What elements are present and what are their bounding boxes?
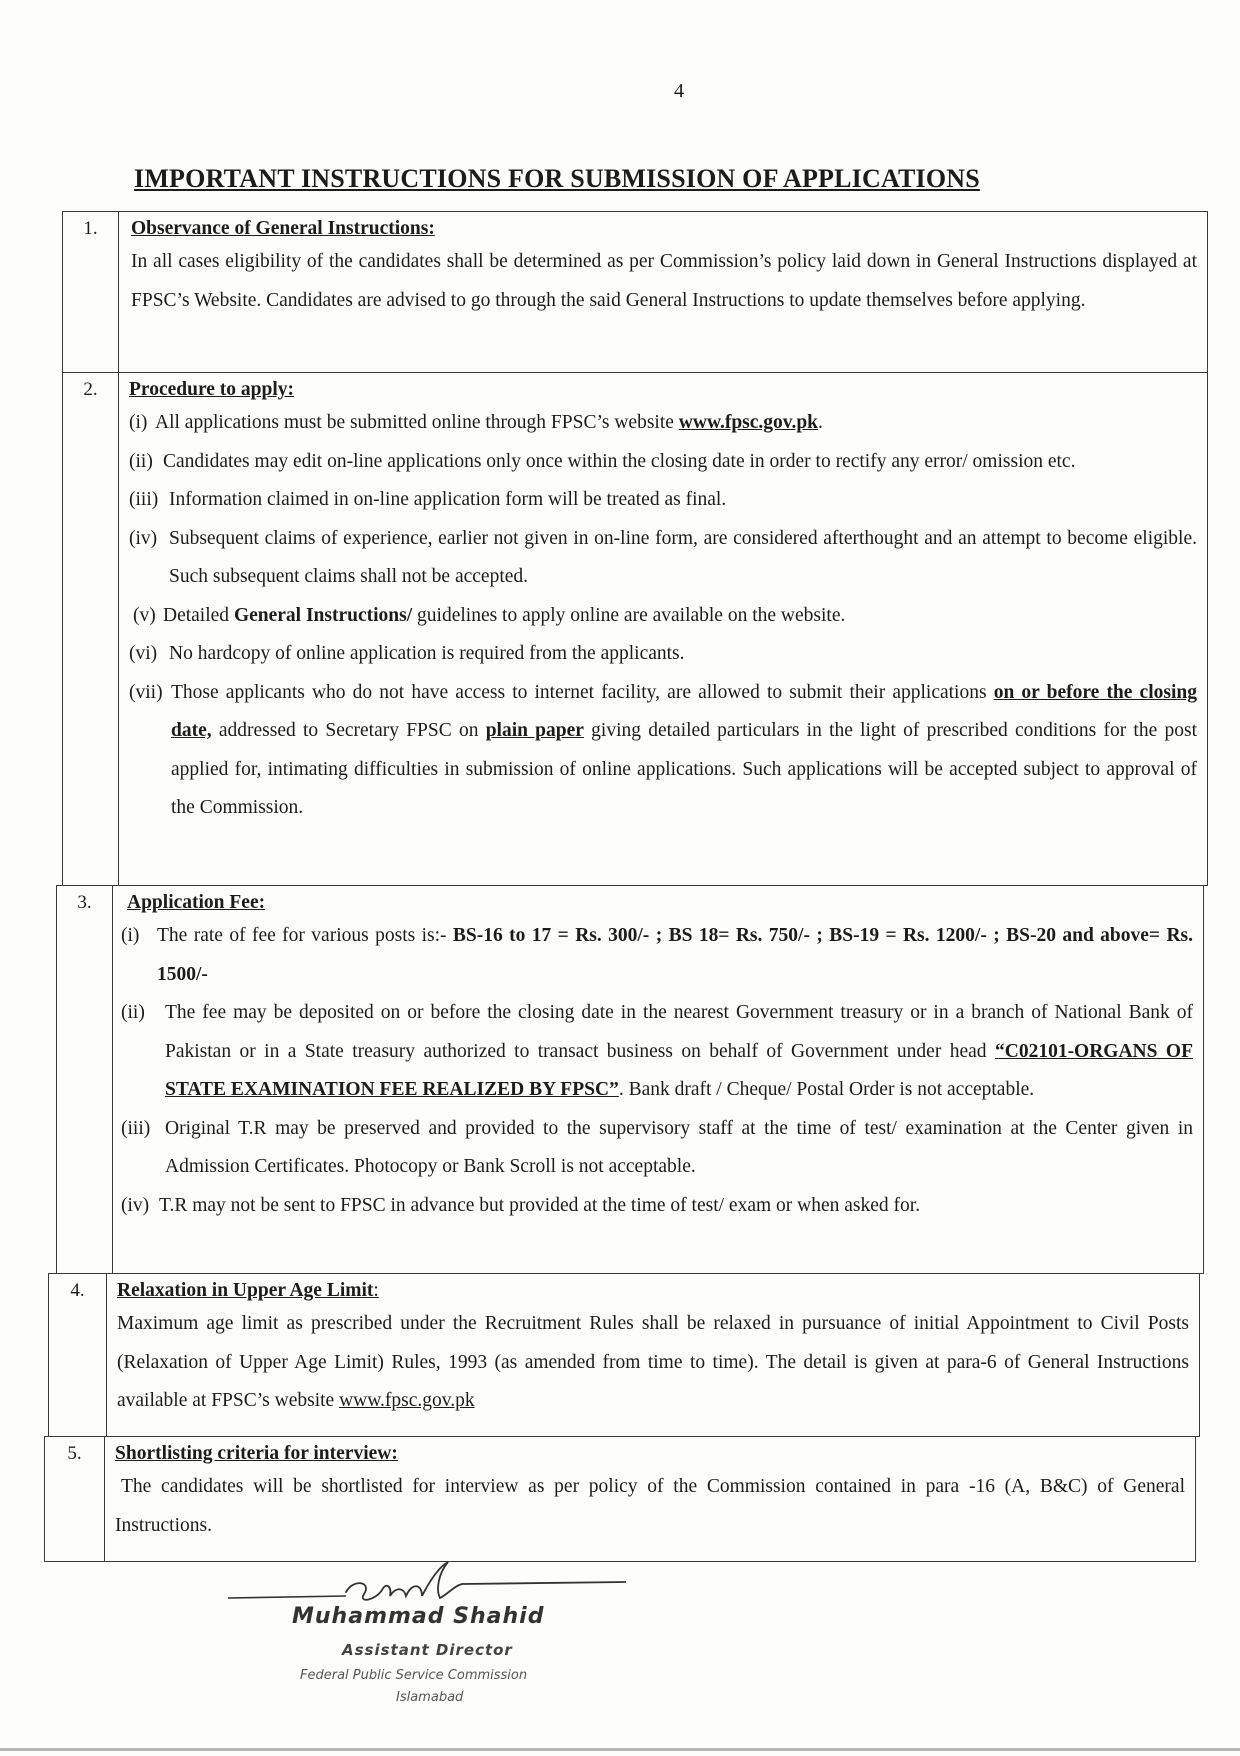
item-text: . Bank draft / Cheque/ Postal Order is not acceptable. [618,1079,1035,1100]
section-5 [44,1436,1196,1562]
signatory-title: Assistant Director [342,1641,513,1659]
item-label: (ii) [121,1002,145,1023]
item-text: Candidates may edit on-line applications only once within the closing date in order to rectify any error/ omission etc. [163,450,1076,472]
section-2 [62,372,1208,886]
section-title: Shortlisting criteria for interview: [115,1443,398,1464]
item-label: (vi) [129,643,158,664]
list-item [129,443,1197,482]
section-number: 4. [49,1274,107,1436]
item-text: addressed to Secretary FPSC on [211,720,486,741]
item-label: (iii) [121,1117,151,1139]
list-item [129,635,1197,674]
section-number: 5. [45,1437,105,1561]
page-number: 4 [674,80,684,102]
signatory-organization: Federal Public Service Commission [300,1668,528,1683]
section-3 [56,885,1204,1274]
item-bold-text: plain paper [485,720,584,741]
list-item [129,674,1197,828]
section-text: The candidates will be shortlisted for interview as per policy of the Commission contained in para -16 (A, B&C) of General Instructions. [115,1476,1185,1536]
signatory-city: Islamabad [396,1690,464,1705]
title-suffix: : [373,1280,379,1301]
item-text: Subsequent claims of experience, earlier not given in on-line form, are considered afterthought and an attempt to become eligible. Such subsequent claims shall not be accepted. [169,527,1197,587]
item-label: (v) [133,604,156,626]
section-1 [62,211,1208,373]
list-item [121,1187,1193,1226]
item-text: giving detailed particulars in the light of prescribed conditions for the post applied for, intimating difficulties in submission of online applications. Such applications will be accepted subject to approval of the Commission. [171,720,1197,818]
section-number: 1. [63,212,119,372]
list-item [129,481,1197,520]
item-label: (iii) [129,489,159,510]
section-title: Procedure to apply: [129,379,295,400]
section-title: Application Fee: [127,892,266,913]
item-text: Information claimed in on-line application form will be treated as final. [169,489,727,510]
item-bold-text: on or before the closing date, [171,681,1197,741]
item-text: Those applicants who do not have access to internet facility, are allowed to submit their applications [171,681,994,703]
section-4 [48,1273,1200,1437]
website-link[interactable]: www.fpsc.gov.pk [678,412,819,433]
item-bold-text: General Instructions/ [233,604,413,626]
page-edge [0,1748,1240,1751]
list-item [129,597,1197,636]
item-label: (iv) [129,527,158,549]
page-title: IMPORTANT INSTRUCTIONS FOR SUBMISSION OF APPLICATIONS [134,164,980,193]
section-title: Observance of General Instructions: [131,218,435,239]
item-label: (ii) [129,450,153,472]
section-number: 2. [63,373,119,885]
item-text: Detailed [163,604,234,626]
list-item [121,917,1193,994]
item-text: The rate of fee for various posts is:- [157,925,453,946]
fee-head: “C02101-ORGANS OF STATE EXAMINATION FEE REALIZED BY FPSC” [165,1040,1193,1100]
section-title: Relaxation in Upper Age Limit [117,1280,374,1301]
list-item [129,520,1197,597]
item-text: No hardcopy of online application is required from the applicants. [169,643,685,664]
item-text: The fee may be deposited on or before the closing date in the nearest Government treasury or in a branch of National Bank of Pakistan or in a State treasury authorized to transact business on behalf of Government under head [165,1002,1193,1062]
item-text: Original T.R may be preserved and provided to the supervisory staff at the time of test/ examination at the Center given in Admission Certificates. Photocopy or Bank Scroll is not acceptable. [165,1117,1193,1177]
website-link[interactable]: www.fpsc.gov.pk [339,1390,475,1411]
list-item [121,1110,1193,1187]
item-label: (i) [121,925,140,946]
item-text: All applications must be submitted online through FPSC’s website [155,412,679,433]
section-text: In all cases eligibility of the candidates shall be determined as per Commission’s policy laid down in General Instructions displayed at FPSC’s Website. Candidates are advised to go through the said General Instructions to update themselves before applying. [131,251,1197,311]
item-text: T.R may not be sent to FPSC in advance but provided at the time of test/ exam or when asked for. [159,1194,921,1216]
item-label: (vii) [129,681,163,703]
section-number: 3. [57,886,113,1273]
item-text: guidelines to apply online are available on the website. [412,604,846,626]
list-item [121,994,1193,1110]
signatory-name: Muhammad Shahid [292,1604,545,1629]
item-label: (iv) [121,1194,150,1216]
item-text: . [818,412,823,433]
fee-rates: BS-16 to 17 = Rs. 300/- ; BS 18= Rs. 750/- ; BS-19 = Rs. 1200/- ; BS-20 and above= Rs. 1500/- [157,925,1193,985]
signature [226,1560,626,1610]
section-text: Maximum age limit as prescribed under the Recruitment Rules shall be relaxed in pursuance of initial Appointment to Civil Posts (Relaxation of Upper Age Limit) Rules, 1993 (as amended from time to time). The detail is given at para-6 of General Instructions available at FPSC’s website [117,1313,1189,1411]
item-label: (i) [129,412,148,433]
list-item [129,404,1197,443]
